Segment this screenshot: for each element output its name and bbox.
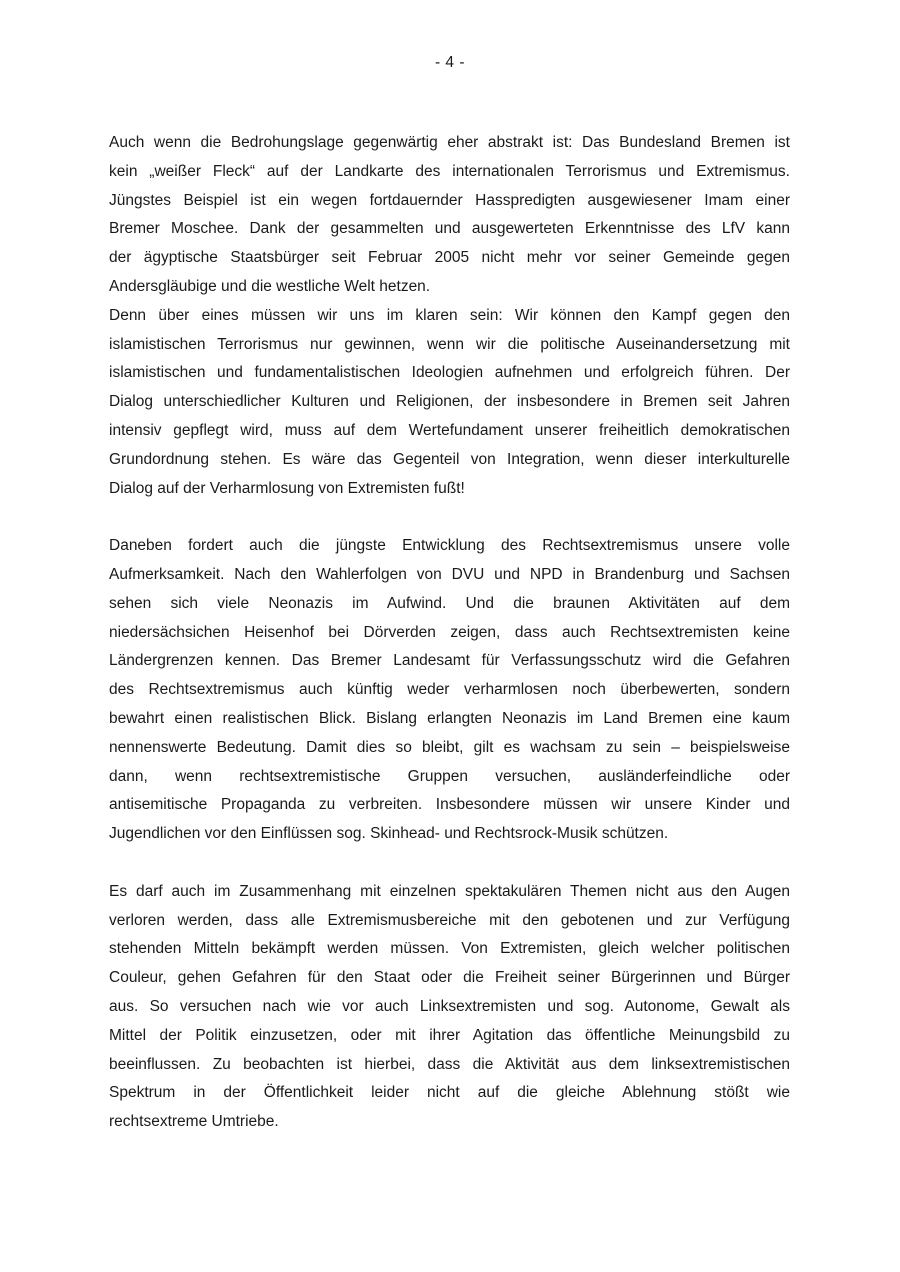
- paragraph-spacer: [109, 849, 790, 878]
- text-line: rechtsextreme Umtriebe.: [109, 1113, 279, 1131]
- text-line: kein „weißer Fleck“ auf der Landkarte des internationalen Terrorismus und Extremismus.: [109, 162, 790, 180]
- paragraph: [109, 532, 790, 849]
- text-line: Dialog auf der Verharmlosung von Extremisten fußt!: [109, 479, 465, 497]
- text-line: intensiv gepflegt wird, muss auf dem Wertefundament unserer freiheitlich demokratischen: [109, 421, 790, 439]
- text-line: Mittel der Politik einzusetzen, oder mit ihrer Agitation das öffentliche Meinungsbild zu: [109, 1026, 790, 1044]
- text-line: Bremer Moschee. Dank der gesammelten und ausgewerteten Erkenntnisse des LfV kann: [109, 220, 790, 238]
- text-line: Es darf auch im Zusammenhang mit einzelnen spektakulären Themen nicht aus den Augen: [109, 882, 790, 900]
- text-line: sehen sich viele Neonazis im Aufwind. Und die braunen Aktivitäten auf dem: [109, 594, 790, 612]
- paragraph: [109, 302, 790, 504]
- text-line: beeinflussen. Zu beobachten ist hierbei, dass die Aktivität aus dem linksextremistischen: [109, 1055, 790, 1073]
- text-line: Couleur, gehen Gefahren für den Staat oder die Freiheit seiner Bürgerinnen und Bürger: [109, 969, 790, 987]
- text-line: nennenswerte Bedeutung. Damit dies so bleibt, gilt es wachsam zu sein – beispielsweise: [109, 738, 790, 756]
- text-line: aus. So versuchen nach wie vor auch Linksextremisten und sog. Autonome, Gewalt als: [109, 997, 790, 1015]
- paragraph-spacer: [109, 503, 790, 532]
- text-line: Auch wenn die Bedrohungslage gegenwärtig eher abstrakt ist: Das Bundesland Bremen ist: [109, 134, 790, 151]
- text-line: der ägyptische Staatsbürger seit Februar 2005 nicht mehr vor seiner Gemeinde gegen: [109, 249, 790, 267]
- text-line: Jugendlichen vor den Einflüssen sog. Skinhead- und Rechtsrock-Musik schützen.: [109, 825, 669, 843]
- paragraph: [109, 878, 790, 1137]
- text-line: Andersgläubige und die westliche Welt hetzen.: [109, 277, 431, 295]
- text-line: islamistischen und fundamentalistischen Ideologien aufnehmen und erfolgreich führen. Der: [109, 364, 790, 382]
- text-line: antisemitische Propaganda zu verbreiten. Insbesondere müssen wir unsere Kinder und: [109, 796, 790, 814]
- text-line: Jüngstes Beispiel ist ein wegen fortdauernder Hasspredigten ausgewiesener Imam einer: [109, 191, 790, 209]
- page-number: - 4 -: [434, 54, 466, 71]
- text-line: niedersächsichen Heisenhof bei Dörverden zeigen, dass auch Rechtsextremisten keine: [109, 623, 790, 641]
- text-line: stehenden Mitteln bekämpft werden müssen. Von Extremisten, gleich welcher politischen: [109, 940, 790, 958]
- text-line: Aufmerksamkeit. Nach den Wahlerfolgen von DVU und NPD in Brandenburg und Sachsen: [109, 565, 790, 583]
- text-line: Ländergrenzen kennen. Das Bremer Landesamt für Verfassungsschutz wird die Gefahren: [109, 652, 790, 670]
- text-line: islamistischen Terrorismus nur gewinnen, wenn wir die politische Auseinandersetzung mit: [109, 335, 790, 353]
- text-line: bewahrt einen realistischen Blick. Bislang erlangten Neonazis im Land Bremen eine kaum: [109, 709, 790, 727]
- text-line: Spektrum in der Öffentlichkeit leider nicht auf die gleiche Ablehnung stößt wie: [109, 1084, 790, 1102]
- text-line: des Rechtsextremismus auch künftig weder verharmlosen noch überbewerten, sondern: [109, 681, 790, 699]
- text-line: verloren werden, dass alle Extremismusbereiche mit den gebotenen und zur Verfügung: [109, 911, 790, 929]
- text-line: Denn über eines müssen wir uns im klaren sein: Wir können den Kampf gegen den: [109, 306, 790, 324]
- paragraph: [109, 129, 790, 302]
- text-line: dann, wenn rechtsextremistische Gruppen versuchen, ausländerfeindliche oder: [109, 767, 790, 785]
- text-line: Grundordnung stehen. Es wäre das Gegenteil von Integration, wenn dieser interkulturelle: [109, 450, 790, 468]
- document-body: [109, 129, 790, 1137]
- text-line: Dialog unterschiedlicher Kulturen und Religionen, der insbesondere in Bremen seit Jahren: [109, 393, 790, 411]
- text-line: Daneben fordert auch die jüngste Entwicklung des Rechtsextremismus unsere volle: [109, 537, 790, 555]
